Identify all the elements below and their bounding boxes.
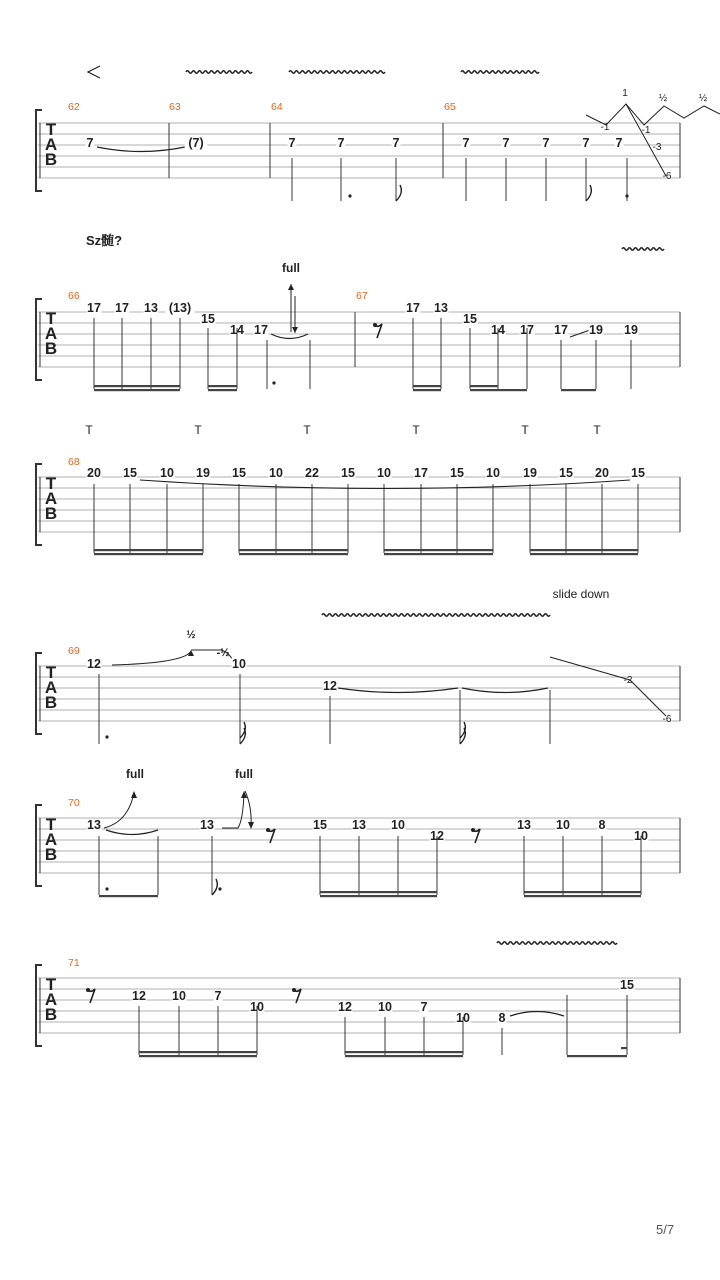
bend-curve — [222, 793, 244, 828]
note-beam — [561, 389, 596, 391]
system-bracket — [36, 110, 42, 191]
fret-number: 15 — [620, 978, 634, 992]
fret-number: 10 — [456, 1011, 470, 1025]
tab-clef-letter: T — [45, 663, 57, 682]
fret-number: 15 — [559, 466, 573, 480]
eighth-rest-dot — [373, 323, 377, 327]
fret-number: 10 — [378, 1000, 392, 1014]
fret-number: 8 — [598, 818, 606, 832]
measure-number: 62 — [68, 101, 80, 113]
measure-number: 70 — [68, 797, 80, 809]
fret-number: 17 — [406, 301, 420, 315]
notation-marks — [86, 66, 720, 1057]
tab-clef-letter: B — [44, 1005, 58, 1024]
tab-clef-letter: B — [44, 504, 58, 523]
measure-number: 63 — [169, 101, 181, 113]
vibrato-mark — [186, 71, 252, 74]
system-bracket — [36, 464, 42, 545]
tab-clef-letter: A — [44, 830, 58, 849]
tab-clef-letter: B — [44, 693, 58, 712]
whammy-value: -1 — [600, 122, 610, 133]
fret-number: 10 — [634, 829, 648, 843]
note-beam — [413, 389, 441, 391]
fret-number: 10 — [160, 466, 174, 480]
crescendo-mark — [88, 66, 100, 78]
fret-number: 13 — [87, 818, 101, 832]
bend-full-label: full — [235, 767, 253, 781]
whammy-value: ½ — [658, 93, 668, 104]
whammy-value: -6 — [662, 171, 672, 182]
tab-clef-letter: T — [45, 309, 57, 328]
system-bracket — [36, 653, 42, 734]
rhythm-dot — [105, 735, 108, 738]
vibrato-mark — [289, 71, 385, 74]
fret-number: 17 — [414, 466, 428, 480]
fret-number: 12 — [338, 1000, 352, 1014]
vibrato-mark — [497, 942, 617, 945]
tab-clef-letter: A — [44, 489, 58, 508]
tap-marker: T — [303, 423, 311, 437]
measure-number: 66 — [68, 290, 80, 302]
fret-number: 13 — [517, 818, 531, 832]
fret-number: 13 — [434, 301, 448, 315]
fret-number: 7 — [542, 136, 550, 150]
note-beam — [567, 1055, 627, 1057]
note-beam — [345, 1051, 463, 1053]
note-beam — [208, 389, 237, 391]
fret-number: 7 — [462, 136, 470, 150]
fret-number: 7 — [582, 136, 590, 150]
fret-number: 17 — [554, 323, 568, 337]
tie-slur — [271, 334, 308, 339]
note-flag — [212, 879, 217, 895]
note-beam — [139, 1055, 257, 1057]
fret-number: (7) — [188, 136, 204, 150]
system-bracket — [36, 805, 42, 886]
tie-slur — [510, 1012, 564, 1017]
measure-number: 65 — [444, 101, 456, 113]
rhythm-dot — [272, 381, 275, 384]
tap-marker: T — [521, 423, 529, 437]
fret-number: 17 — [520, 323, 534, 337]
fret-number: 7 — [288, 136, 296, 150]
fret-number: 19 — [589, 323, 603, 337]
tab-clef-letter: B — [44, 845, 58, 864]
whammy-value: -6 — [662, 714, 672, 725]
tie-slur — [338, 688, 458, 693]
tap-marker: T — [593, 423, 601, 437]
fret-number: 20 — [87, 466, 101, 480]
fret-number: 14 — [491, 323, 505, 337]
tab-clef-letter: T — [45, 120, 57, 139]
bend-amount: ½ — [186, 629, 196, 641]
bend-curve — [112, 651, 191, 665]
note-beam — [470, 385, 498, 387]
fret-number: 15 — [123, 466, 137, 480]
eighth-rest-dot — [266, 828, 270, 832]
fret-number: 12 — [323, 679, 337, 693]
fret-number: 10 — [377, 466, 391, 480]
measure-number: 67 — [356, 290, 368, 302]
eighth-rest-dot — [86, 988, 90, 992]
whammy-value: ½ — [698, 93, 708, 104]
note-beam — [94, 553, 203, 555]
system-bracket — [36, 965, 42, 1046]
fret-number: (13) — [168, 301, 192, 315]
note-flag — [396, 185, 401, 201]
vibrato-mark — [622, 248, 664, 251]
fret-number: 14 — [230, 323, 244, 337]
measure-number: 69 — [68, 645, 80, 657]
note-beam — [530, 553, 638, 555]
note-beam — [384, 553, 493, 555]
tab-staves — [36, 110, 680, 1046]
note-beam — [524, 895, 641, 897]
tab-clef-letter: T — [45, 474, 57, 493]
tap-marker: T — [85, 423, 93, 437]
fret-number: 15 — [232, 466, 246, 480]
fret-number: 20 — [595, 466, 609, 480]
fret-number: 15 — [463, 312, 477, 326]
legato-slur — [140, 480, 630, 489]
fret-number: 7 — [392, 136, 400, 150]
fret-number: 17 — [87, 301, 101, 315]
tie-slur — [97, 147, 185, 152]
fret-number: 19 — [624, 323, 638, 337]
vibrato-mark — [461, 71, 539, 74]
fret-number: 17 — [254, 323, 268, 337]
note-beam — [530, 549, 638, 551]
bend-full-label: full — [282, 261, 300, 275]
bend-arrowhead — [131, 791, 137, 798]
fret-number: 12 — [132, 989, 146, 1003]
tab-clef-letter: A — [44, 990, 58, 1009]
fret-number: 13 — [144, 301, 158, 315]
section-label: Sz髄? — [86, 233, 123, 248]
tap-marker: T — [412, 423, 420, 437]
slide-mark — [570, 330, 590, 337]
bend-full-label: full — [126, 767, 144, 781]
release-amount: -½ — [216, 647, 230, 659]
tap-marker: T — [194, 423, 202, 437]
rhythm-dot — [105, 887, 108, 890]
rhythm-dot — [348, 194, 351, 197]
fret-number: 7 — [214, 989, 222, 1003]
fret-number: 8 — [498, 1011, 506, 1025]
measure-number: 68 — [68, 456, 80, 468]
system-bracket — [36, 299, 42, 380]
note-beam — [413, 385, 441, 387]
fret-number: 7 — [502, 136, 510, 150]
fret-number: 15 — [201, 312, 215, 326]
eighth-rest-dot — [471, 828, 475, 832]
vibrato-mark — [322, 614, 550, 617]
fret-number: 10 — [556, 818, 570, 832]
fret-number: 17 — [115, 301, 129, 315]
whammy-value: -3 — [652, 142, 662, 153]
measure-number: 64 — [271, 101, 283, 113]
note-beam — [239, 549, 348, 551]
whammy-dive — [626, 104, 666, 176]
note-beam — [524, 891, 641, 893]
fret-number: 19 — [196, 466, 210, 480]
tab-clef-letter: B — [44, 150, 58, 169]
note-beam — [470, 389, 527, 391]
tab-clef-letter: B — [44, 339, 58, 358]
page-number: 5/7 — [656, 1222, 675, 1237]
tab-clef-letter: T — [45, 975, 57, 994]
rhythm-dot — [218, 887, 221, 890]
tab-clef-letter: A — [44, 324, 58, 343]
fret-number: 10 — [486, 466, 500, 480]
fret-number: 10 — [269, 466, 283, 480]
slide-down-label: slide down — [552, 587, 610, 601]
note-beam — [94, 385, 180, 387]
fret-number: 7 — [86, 136, 94, 150]
whammy-value: -2 — [623, 675, 633, 686]
whammy-value: 1 — [622, 88, 628, 99]
fret-number: 10 — [232, 657, 246, 671]
whammy-value: -1 — [641, 125, 651, 136]
note-beam — [320, 895, 437, 897]
note-beam — [621, 1047, 627, 1049]
note-beam — [139, 1051, 257, 1053]
fret-number: 7 — [615, 136, 623, 150]
tie-slur — [462, 688, 548, 693]
note-beam — [239, 553, 348, 555]
tab-clef-letter: A — [44, 135, 58, 154]
fret-number: 7 — [337, 136, 345, 150]
note-beam — [94, 549, 203, 551]
note-beam — [208, 385, 237, 387]
tab-clef-letter: A — [44, 678, 58, 697]
fret-number: 22 — [305, 466, 319, 480]
note-flag — [586, 185, 591, 201]
fret-number: 10 — [250, 1000, 264, 1014]
fret-number: 19 — [523, 466, 537, 480]
fret-number: 15 — [631, 466, 645, 480]
fret-number: 10 — [391, 818, 405, 832]
fret-number: 12 — [87, 657, 101, 671]
fret-number: 15 — [341, 466, 355, 480]
note-beam — [94, 389, 180, 391]
fret-number: 13 — [200, 818, 214, 832]
tie-slur — [106, 830, 158, 835]
note-beam — [320, 891, 437, 893]
tab-texts — [45, 88, 708, 1025]
fret-number: 7 — [420, 1000, 428, 1014]
tab-clef-letter: T — [45, 815, 57, 834]
release-arrowhead — [292, 327, 298, 333]
fret-number: 15 — [313, 818, 327, 832]
note-beam — [99, 895, 158, 897]
bend-curve — [104, 793, 134, 828]
note-beam — [345, 1055, 463, 1057]
fret-number: 12 — [430, 829, 444, 843]
release-arrowhead — [248, 822, 254, 829]
fret-number: 15 — [450, 466, 464, 480]
measure-number: 71 — [68, 957, 80, 969]
bend-arrowhead — [288, 284, 294, 290]
fret-number: 10 — [172, 989, 186, 1003]
rhythm-dot — [625, 194, 628, 197]
fret-number: 13 — [352, 818, 366, 832]
note-beam — [384, 549, 493, 551]
eighth-rest-dot — [292, 988, 296, 992]
